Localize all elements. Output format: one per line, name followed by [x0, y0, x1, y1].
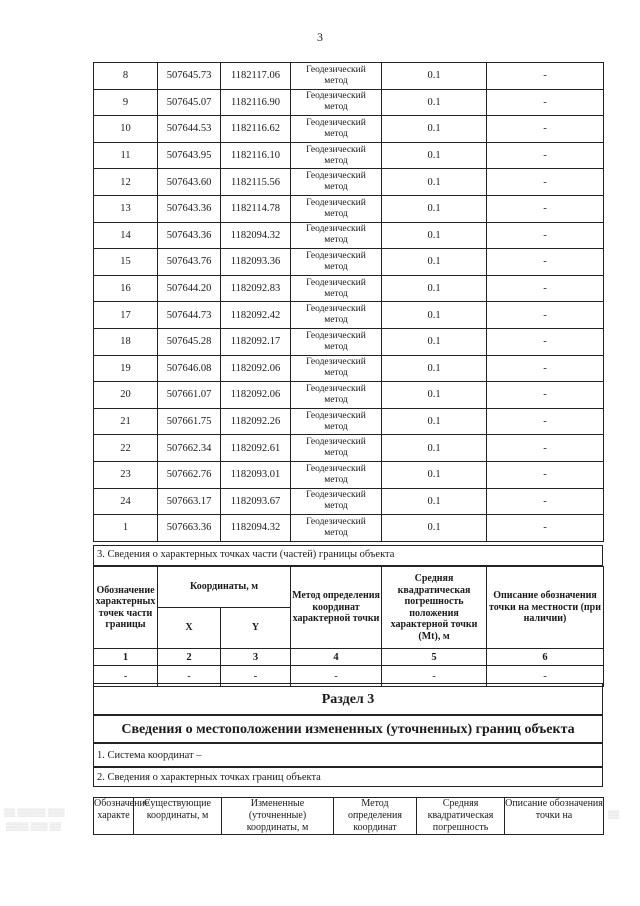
point-description: -	[487, 222, 604, 249]
method-line1: Геодезический	[306, 437, 366, 448]
x-coordinate: 507643.36	[158, 222, 221, 249]
method	[291, 408, 382, 435]
method-line1: Геодезический	[306, 64, 366, 75]
method-line2: метод	[324, 75, 348, 86]
coordinate-row	[94, 116, 604, 143]
y-coordinate: 1182092.26	[221, 408, 291, 435]
method-line1: Геодезический	[306, 516, 366, 527]
method	[291, 169, 382, 196]
point-description: -	[487, 408, 604, 435]
method	[291, 275, 382, 302]
mean-square-error: 0.1	[382, 382, 487, 409]
coordinate-row	[94, 275, 604, 302]
empty-cell: -	[94, 666, 158, 687]
mean-square-error: 0.1	[382, 195, 487, 222]
x-coordinate: 507661.07	[158, 382, 221, 409]
page-number: 3	[317, 30, 323, 44]
coordinates-table	[93, 62, 604, 542]
column-number: 2	[158, 649, 221, 666]
header-description: Описание обозначения точки на местности (при наличии)	[487, 567, 604, 649]
y-coordinate: 1182114.78	[221, 195, 291, 222]
method-line2: метод	[324, 394, 348, 405]
point-description: -	[487, 249, 604, 276]
column-number: 4	[291, 649, 382, 666]
method-line1: Геодезический	[306, 224, 366, 235]
point-number: 13	[94, 195, 158, 222]
y-coordinate: 1182093.36	[221, 249, 291, 276]
mean-square-error: 0.1	[382, 302, 487, 329]
column-number: 3	[221, 649, 291, 666]
mean-square-error: 0.1	[382, 89, 487, 116]
x-coordinate: 507646.08	[158, 355, 221, 382]
point-number: 20	[94, 382, 158, 409]
point-number: 24	[94, 488, 158, 515]
method-line2: метод	[324, 182, 348, 193]
point-number: 23	[94, 461, 158, 488]
point-number: 9	[94, 89, 158, 116]
x-coordinate: 507643.36	[158, 195, 221, 222]
coordinate-row	[94, 222, 604, 249]
y-coordinate: 1182092.06	[221, 355, 291, 382]
x-coordinate: 507644.73	[158, 302, 221, 329]
coordinate-row	[94, 488, 604, 515]
method	[291, 355, 382, 382]
mean-square-error: 0.1	[382, 515, 487, 542]
method-line2: метод	[324, 501, 348, 512]
b3-header-existing: Существующие координаты, м	[134, 798, 222, 835]
method	[291, 461, 382, 488]
point-description: -	[487, 169, 604, 196]
method	[291, 328, 382, 355]
method	[291, 116, 382, 143]
method-line2: метод	[324, 102, 348, 113]
point-number: 11	[94, 142, 158, 169]
point-number: 17	[94, 302, 158, 329]
y-coordinate: 1182116.90	[221, 89, 291, 116]
coordinate-row	[94, 195, 604, 222]
point-number: 16	[94, 275, 158, 302]
method-line1: Геодезический	[306, 250, 366, 261]
point-description: -	[487, 89, 604, 116]
method	[291, 89, 382, 116]
coordinate-row	[94, 328, 604, 355]
coordinate-row	[94, 435, 604, 462]
column-number: 1	[94, 649, 158, 666]
method	[291, 435, 382, 462]
changed-boundaries-table	[93, 797, 604, 835]
x-coordinate: 507645.73	[158, 63, 221, 90]
y-coordinate: 1182092.61	[221, 435, 291, 462]
method-line1: Геодезический	[306, 330, 366, 341]
point-description: -	[487, 488, 604, 515]
x-coordinate: 507643.76	[158, 249, 221, 276]
bleed-through-mark-right: ▒▒	[608, 810, 620, 819]
mean-square-error: 0.1	[382, 435, 487, 462]
y-coordinate: 1182092.42	[221, 302, 291, 329]
y-coordinate: 1182092.17	[221, 328, 291, 355]
empty-cell: -	[158, 666, 221, 687]
method-line1: Геодезический	[306, 383, 366, 394]
y-coordinate: 1182093.01	[221, 461, 291, 488]
part-points-table	[93, 566, 604, 687]
y-coordinate: 1182116.10	[221, 142, 291, 169]
b3-header-method: Метод определения координат	[334, 798, 417, 835]
method-line1: Геодезический	[306, 357, 366, 368]
x-coordinate: 507661.75	[158, 408, 221, 435]
point-description: -	[487, 195, 604, 222]
bleed-through-mark-left-2: ▒▒▒▒ ▒▒▒ ▒▒	[6, 822, 62, 831]
b3-header-changed: Измененные (уточненные) координаты, м	[222, 798, 334, 835]
point-description: -	[487, 275, 604, 302]
x-coordinate: 507644.53	[158, 116, 221, 143]
method-line2: метод	[324, 474, 348, 485]
method	[291, 222, 382, 249]
coordinate-row	[94, 461, 604, 488]
method-line2: метод	[324, 208, 348, 219]
method	[291, 249, 382, 276]
x-coordinate: 507663.36	[158, 515, 221, 542]
method-line2: метод	[324, 288, 348, 299]
points-caption: 2. Сведения о характерных точках границ объекта	[93, 767, 603, 787]
point-description: -	[487, 461, 604, 488]
y-coordinate: 1182115.56	[221, 169, 291, 196]
b3-header-description: Описание обозначения точки на	[505, 798, 604, 835]
method-line2: метод	[324, 421, 348, 432]
x-coordinate: 507645.07	[158, 89, 221, 116]
mean-square-error: 0.1	[382, 222, 487, 249]
column-number: 6	[487, 649, 604, 666]
x-coordinate: 507643.95	[158, 142, 221, 169]
mean-square-error: 0.1	[382, 355, 487, 382]
x-coordinate: 507645.28	[158, 328, 221, 355]
column-numbers-row	[94, 649, 604, 666]
x-coordinate: 507662.76	[158, 461, 221, 488]
mean-square-error: 0.1	[382, 249, 487, 276]
method	[291, 142, 382, 169]
coordinate-row	[94, 249, 604, 276]
coordinate-row	[94, 355, 604, 382]
coordinate-row	[94, 142, 604, 169]
point-number: 1	[94, 515, 158, 542]
method-line1: Геодезический	[306, 197, 366, 208]
b3-header-error: Средняя квадратическая погрешность	[417, 798, 505, 835]
column-number: 5	[382, 649, 487, 666]
point-description: -	[487, 142, 604, 169]
method-line2: метод	[324, 315, 348, 326]
method	[291, 488, 382, 515]
coordinate-row	[94, 302, 604, 329]
header-designation: Обозначение характерных точек части границы	[94, 567, 158, 649]
point-number: 21	[94, 408, 158, 435]
y-coordinate: 1182094.32	[221, 515, 291, 542]
point-description: -	[487, 382, 604, 409]
method-line1: Геодезический	[306, 144, 366, 155]
method-line2: метод	[324, 235, 348, 246]
point-description: -	[487, 63, 604, 90]
point-number: 10	[94, 116, 158, 143]
y-coordinate: 1182094.32	[221, 222, 291, 249]
method	[291, 63, 382, 90]
coordinate-row	[94, 169, 604, 196]
y-coordinate: 1182092.06	[221, 382, 291, 409]
mean-square-error: 0.1	[382, 275, 487, 302]
method-line1: Геодезический	[306, 490, 366, 501]
bleed-through-mark-left: ▒▒ ▒▒▒▒▒ ▒▒▒	[4, 808, 65, 817]
method	[291, 302, 382, 329]
coordinate-row	[94, 515, 604, 542]
point-description: -	[487, 515, 604, 542]
point-number: 15	[94, 249, 158, 276]
point-number: 14	[94, 222, 158, 249]
point-description: -	[487, 302, 604, 329]
point-number: 22	[94, 435, 158, 462]
mean-square-error: 0.1	[382, 461, 487, 488]
y-coordinate: 1182092.83	[221, 275, 291, 302]
coordinate-row	[94, 63, 604, 90]
mean-square-error: 0.1	[382, 63, 487, 90]
method-line2: метод	[324, 527, 348, 538]
x-coordinate: 507644.20	[158, 275, 221, 302]
method	[291, 515, 382, 542]
header-method: Метод определения координат характерной точки	[291, 567, 382, 649]
empty-cell: -	[382, 666, 487, 687]
method-line2: метод	[324, 368, 348, 379]
method-line1: Геодезический	[306, 171, 366, 182]
method-line2: метод	[324, 341, 348, 352]
empty-cell: -	[487, 666, 604, 687]
mean-square-error: 0.1	[382, 116, 487, 143]
b3-header-designation: Обозначение характе	[94, 798, 134, 835]
empty-cell: -	[291, 666, 382, 687]
method-line2: метод	[324, 261, 348, 272]
header-x: X	[158, 608, 221, 649]
mean-square-error: 0.1	[382, 488, 487, 515]
coordinate-row	[94, 89, 604, 116]
method	[291, 382, 382, 409]
method-line1: Геодезический	[306, 117, 366, 128]
header-coordinates: Координаты, м	[158, 567, 291, 608]
header-error: Средняя квадратическая погрешность положения характерной точки (Mt), м	[382, 567, 487, 649]
coordinates-table-body	[94, 63, 604, 542]
point-description: -	[487, 355, 604, 382]
section-subtitle: Сведения о местоположении измененных (уточненных) границ объекта	[93, 715, 603, 743]
method-line1: Геодезический	[306, 410, 366, 421]
point-description: -	[487, 435, 604, 462]
point-description: -	[487, 116, 604, 143]
y-coordinate: 1182116.62	[221, 116, 291, 143]
method-line2: метод	[324, 155, 348, 166]
mean-square-error: 0.1	[382, 328, 487, 355]
point-number: 19	[94, 355, 158, 382]
point-number: 8	[94, 63, 158, 90]
mean-square-error: 0.1	[382, 408, 487, 435]
mean-square-error: 0.1	[382, 169, 487, 196]
coordinate-row	[94, 408, 604, 435]
section-title: Раздел 3	[93, 683, 603, 715]
method	[291, 195, 382, 222]
method-line1: Геодезический	[306, 304, 366, 315]
method-line1: Геодезический	[306, 463, 366, 474]
method-line1: Геодезический	[306, 91, 366, 102]
mean-square-error: 0.1	[382, 142, 487, 169]
method-line2: метод	[324, 448, 348, 459]
coordinate-system-line: 1. Система координат –	[93, 743, 603, 767]
coordinate-row	[94, 382, 604, 409]
point-number: 18	[94, 328, 158, 355]
y-coordinate: 1182117.06	[221, 63, 291, 90]
x-coordinate: 507643.60	[158, 169, 221, 196]
method-line1: Геодезический	[306, 277, 366, 288]
header-y: Y	[221, 608, 291, 649]
point-number: 12	[94, 169, 158, 196]
y-coordinate: 1182093.67	[221, 488, 291, 515]
x-coordinate: 507663.17	[158, 488, 221, 515]
part-caption: 3. Сведения о характерных точках части (частей) границы объекта	[93, 545, 603, 566]
x-coordinate: 507662.34	[158, 435, 221, 462]
empty-cell: -	[221, 666, 291, 687]
point-description: -	[487, 328, 604, 355]
method-line2: метод	[324, 128, 348, 139]
